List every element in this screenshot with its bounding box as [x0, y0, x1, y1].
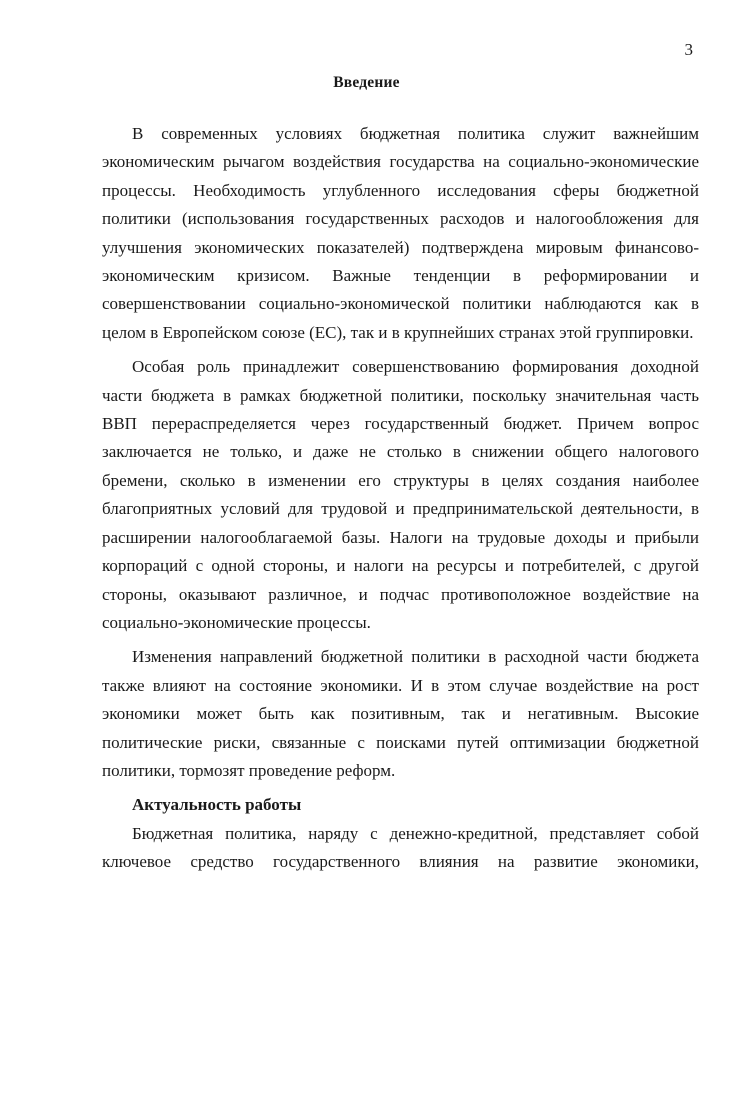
paragraph-3: Изменения направлений бюджетной политики в расходной части бюджета также влияют на состояние экономики. И в этом случае воздействие на рост экономики может быть как позитивным, так и негативным. Высокие политические риски, связанные с поисками путей оптимизации бюджетной политики, тормозят проведение реформ.: [102, 647, 699, 780]
page-number: 3: [684, 40, 693, 59]
page-title: Введение: [333, 74, 400, 91]
paragraph-2: Особая роль принадлежит совершенствованию формирования доходной части бюджета в рамках бюджетной политики, поскольку значительная часть ВВП перераспределяется через государственный бюджет. Причем вопрос заключается не только, и даже не столько в снижении общего налогового бремени, сколько в изменении его структуры в целях создания наиболее благоприятных условий для трудовой и предпринимательской деятельности, в расширении налогооблагаемой базы. Налоги на трудовые доходы и прибыли корпораций с одной стороны, и налоги на ресурсы и потребителей, с другой стороны, оказывают различное, и подчас противоположное воздействие на социально-экономические процессы.: [102, 357, 699, 632]
paragraph-1: В современных условиях бюджетная политика служит важнейшим экономическим рычагом воздействия государства на социально-экономические процессы. Необходимость углубленного исследования сферы бюджетной политики (использования государственных расходов и налогообложения для улучшения экономических показателей) подтверждена мировым финансово-экономическим кризисом. Важные тенденции в реформировании и совершенствовании социально-экономической политики наблюдаются как в целом в Европейском союзе (ЕС), так и в крупнейших странах этой группировки.: [102, 124, 699, 342]
section-heading: Актуальность работы: [132, 795, 302, 815]
document-body: [102, 120, 699, 877]
section-paragraph: Бюджетная политика, наряду с денежно-кредитной, представляет собой ключевое средство государственного влияния на развитие экономики,: [102, 823, 699, 872]
